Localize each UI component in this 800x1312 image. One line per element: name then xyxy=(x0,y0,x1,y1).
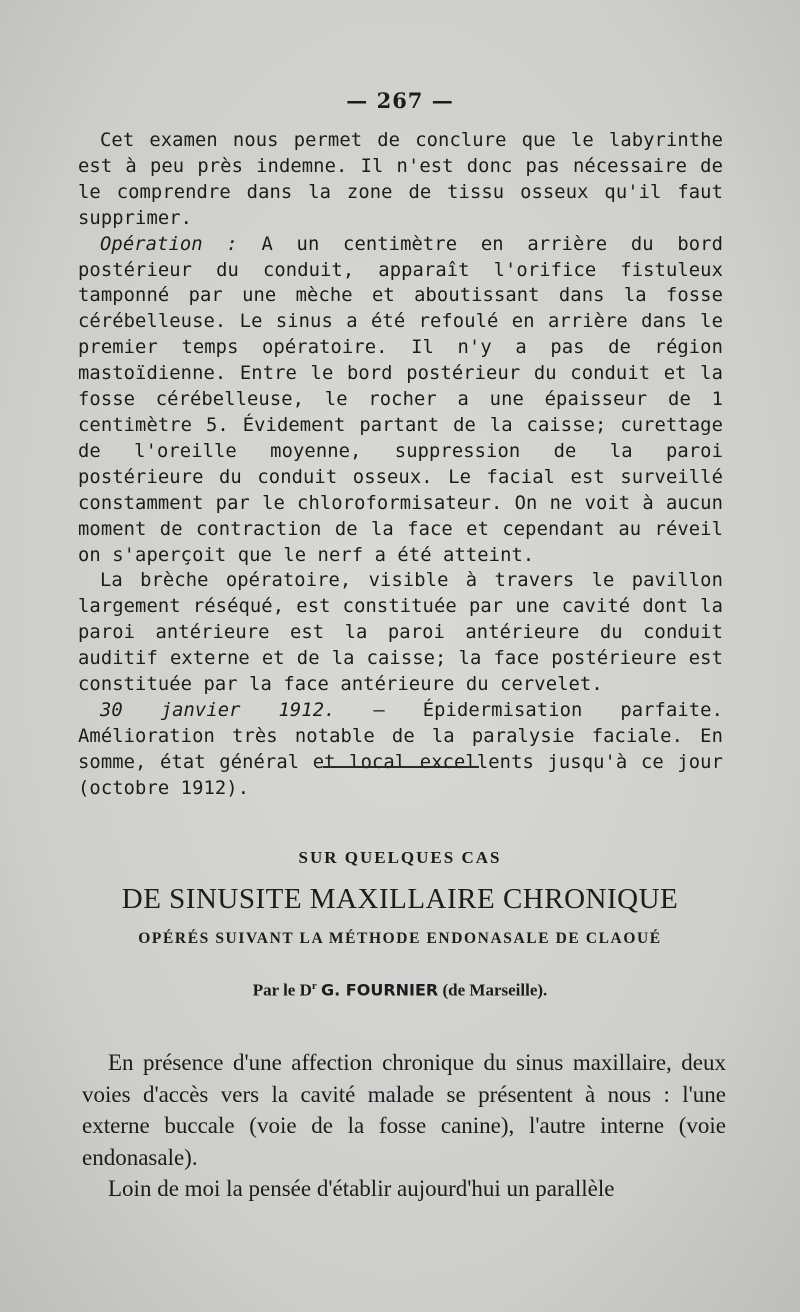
article-subtitle: OPÉRÉS SUIVANT LA MÉTHODE ENDONASALE DE CLAOUÉ xyxy=(138,930,662,947)
byline: Par le $D^r$ G. FOURNIER (de Marseille). xyxy=(252,980,548,1000)
article-title: DE SINUSITE MAXILLAIRE CHRONIQUE xyxy=(121,883,679,915)
article-text xyxy=(82,1047,726,1205)
paragraph: En présence d'une affection chronique du sinus maxillaire, deux voies d'accès vers la cavité malade se présentent à nous : l'une externe buccale (voie de la fosse canine), l'autre interne (voie endonasale). xyxy=(82,1050,726,1170)
paragraph-lead: Opération : xyxy=(100,233,238,255)
section-divider xyxy=(323,766,479,768)
paragraph: Cet examen nous permet de conclure que le labyrinthe est à peu près indemne. Il n'est donc pas nécessaire de le comprendre dans la zone de tissu osseux qu'il faut supprimer. xyxy=(78,130,723,229)
page-number: — 267 — xyxy=(346,88,454,113)
author-name: G. FOURNIER xyxy=(321,980,439,1000)
previous-article-text xyxy=(78,128,723,802)
paragraph: Loin de moi la pensée d'établir aujourd'hui un parallèle xyxy=(108,1176,615,1201)
paragraph-lead: 30 janvier 1912. xyxy=(100,699,336,721)
paragraph: La brèche opératoire, visible à travers le pavillon largement réséqué, est constituée par une cavité dont la paroi antérieure est la paroi antérieure du conduit auditif externe et de la caisse; la face postérieure est constituée par la face antérieure du cervelet. xyxy=(78,570,723,696)
article-heading-small: SUR QUELQUES CAS xyxy=(298,848,502,867)
paragraph: 30 janvier 1912. — Épidermisation parfaite. Amélioration très notable de la paralysie faciale. En somme, état général et local excellents jusqu'à ce jour (octobre 1912). xyxy=(78,699,723,799)
paragraph: Opération : A un centimètre en arrière du bord postérieur du conduit, apparaît l'orifice fistuleux tamponné par une mèche et aboutissant dans la fosse cérébelleuse. Le sinus a été refoulé en arrière dans le premier temps opératoire. Il n'y a pas de région mastoïdienne. Entre le bord postérieur du conduit et la fosse cérébelleuse, le rocher a une épaisseur de 1 centimètre 5. Évidement partant de la caisse; curettage de l'oreille moyenne, suppression de la paroi postérieure du conduit osseux. Le facial est surveillé constamment par le chloroformisateur. On ne voit à aucun moment de contraction de la face et cependant au réveil on s'aperçoit que le nerf a été atteint. xyxy=(78,233,723,566)
